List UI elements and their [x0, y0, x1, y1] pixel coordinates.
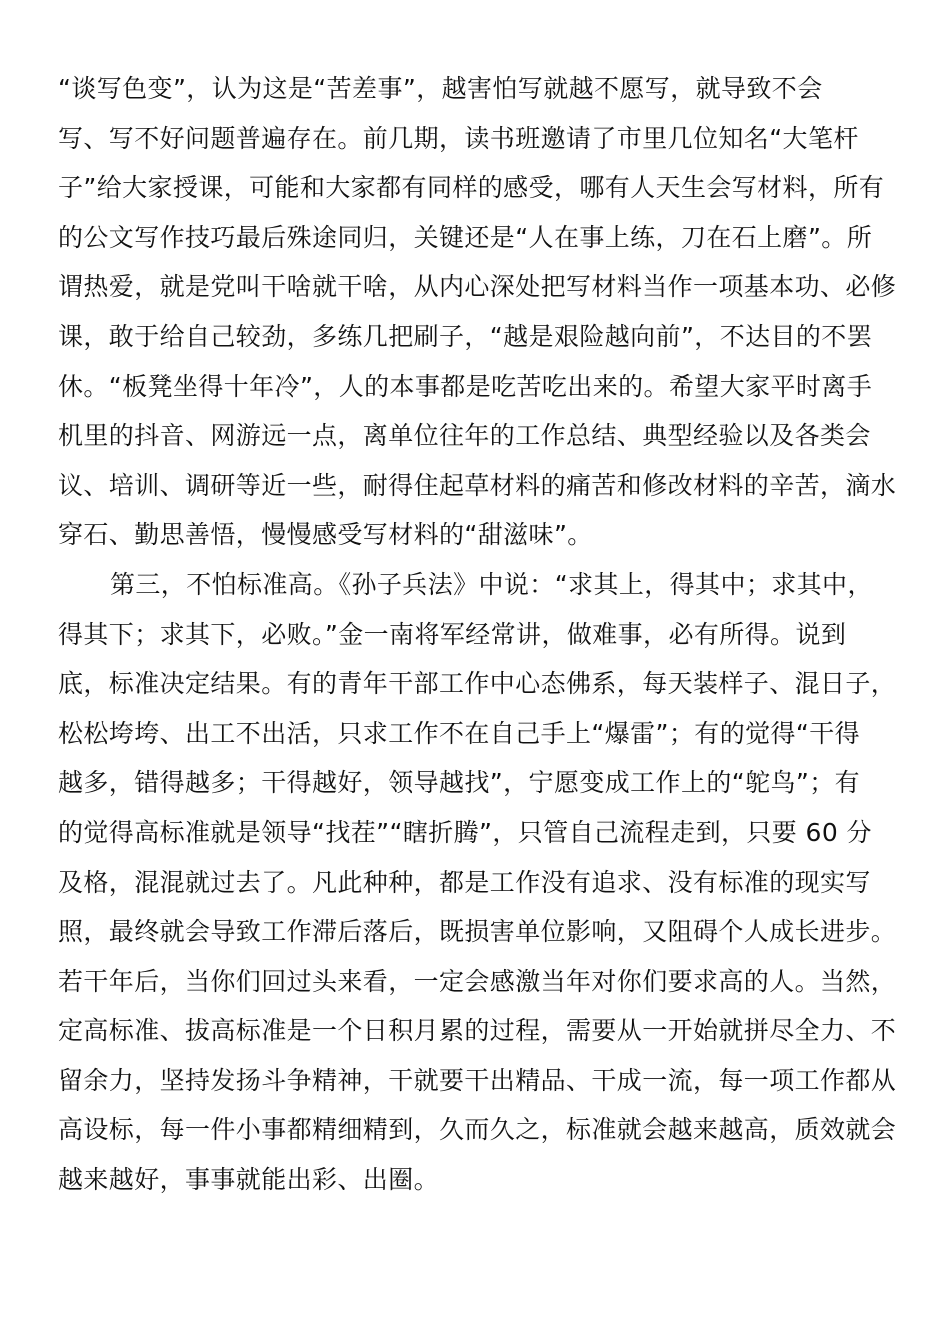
text-line: 谓热爱，就是党叫干啥就干啥，从内心深处把写材料当作一项基本功、必修: [58, 272, 897, 302]
paragraph-start-line: 第三，不怕标准高。《孙子兵法》中说：“求其上，得其中；求其中，: [110, 569, 873, 599]
text-line: 议、培训、调研等近一些，耐得住起草材料的痛苦和修改材料的辛苦，滴水: [58, 470, 897, 500]
text-line: “谈写色变”，认为这是“苦差事”，越害怕写就越不愿写，就导致不会: [58, 74, 823, 103]
text-line: 休。“板凳坐得十年冷”，人的本事都是吃苦吃出来的。希望大家平时离手: [58, 371, 873, 401]
text-line: 照，最终就会导致工作滞后落后，既损害单位影响，又阻碍个人成长进步。: [58, 917, 897, 947]
text-line: 写、写不好问题普遍存在。前几期，读书班邀请了市里几位知名“大笔杆: [58, 123, 859, 153]
text-line: 穿石、勤思善悟，慢慢感受写材料的“甜滋味”。: [58, 520, 593, 550]
text-line: 松松垮垮、出工不出活，只求工作不在自己手上“爆雷”；有的觉得“干得: [58, 718, 861, 748]
text-line: 越多，错得越多；干得越好，领导越找”，宁愿变成工作上的“鸵鸟”；有: [58, 768, 861, 798]
text-line: 机里的抖音、网游远一点，离单位往年的工作总结、典型经验以及各类会: [58, 421, 871, 451]
text-line: 的觉得高标准就是领导“找茬”“瞎折腾”，只管自己流程走到，只要 60 分: [58, 817, 872, 847]
text-line: 底，标准决定结果。有的青年干部工作中心态佛系，每天装样子、混日子，: [58, 669, 897, 699]
text-line: 课，敢于给自己较劲，多练几把刷子，“越是艰险越向前”，不达目的不罢: [58, 321, 873, 351]
text-line: 及格，混混就过去了。凡此种种，都是工作没有追求、没有标准的现实写: [58, 867, 871, 897]
text-line: 的公文写作技巧最后殊途同归，关键还是“人在事上练，刀在石上磨”。所: [58, 222, 873, 252]
text-line: 子”给大家授课，可能和大家都有同样的感受，哪有人天生会写材料，所有: [58, 173, 885, 203]
text-line: 若干年后，当你们回过头来看，一定会感激当年对你们要求高的人。当然，: [58, 966, 897, 996]
text-line: 定高标准、拔高标准是一个日积月累的过程，需要从一开始就拼尽全力、不: [58, 1016, 897, 1046]
text-line: 高设标，每一件小事都精细精到，久而久之，标准就会越来越高，质效就会: [58, 1115, 897, 1145]
text-line: 得其下；求其下，必败。”金一南将军经常讲，做难事，必有所得。说到: [58, 619, 847, 649]
document-body: [58, 64, 897, 1205]
text-line: 留余力，坚持发扬斗争精神，干就要干出精品、干成一流，每一项工作都从: [58, 1065, 897, 1095]
text-line: 越来越好，事事就能出彩、出圈。: [58, 1165, 440, 1195]
